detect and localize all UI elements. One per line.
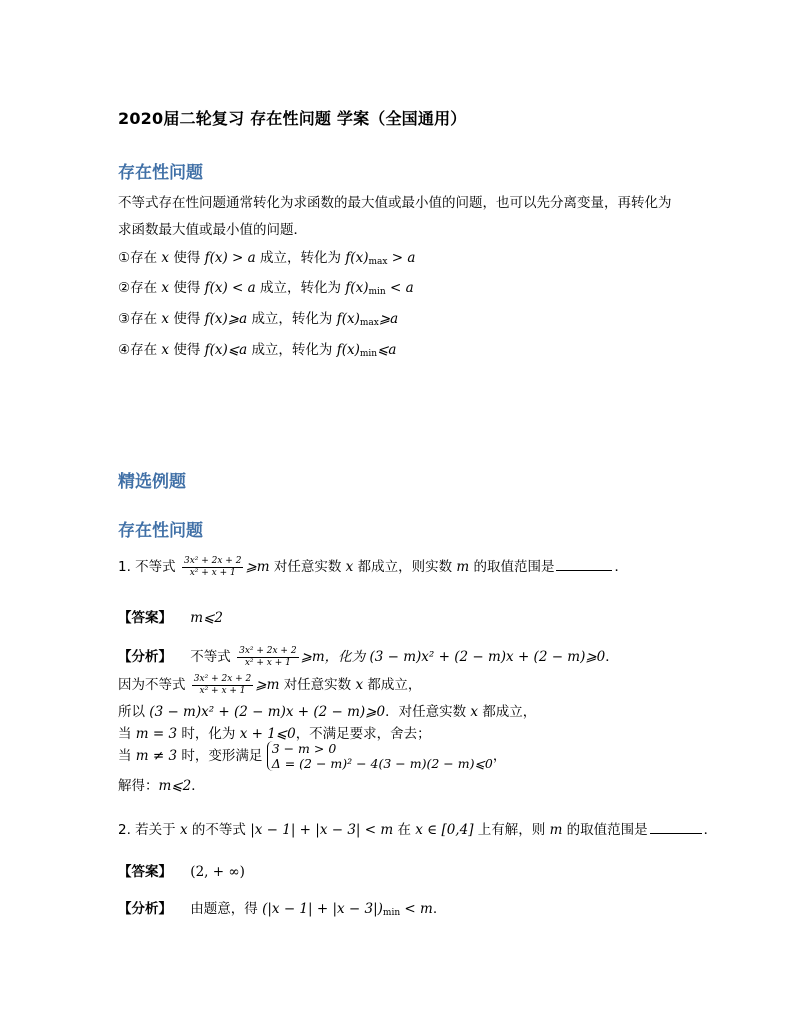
q1-analysis-line-1: 【分析】 不等式 $\frac{\text{3x² + 2x + 2}}{\text{x² + x + 1}}$ ⩾m，化为 (3 − m)x² + (2 − m)x + (2 − m)⩾0． <box>118 645 619 668</box>
intro-line-1: 不等式存在性问题通常转化为求函数的最大值或最小值的问题，也可以先分离变量，再转化为 <box>118 195 672 211</box>
rule-item-3: ③存在 x 使得 f(x)⩾a 成立，转化为 $f(x)_{max}⩾a$ <box>118 311 399 328</box>
document-title: 2020届二轮复习 存在性问题 学案（全国通用） <box>118 109 467 128</box>
section-heading-examples: 精选例题 <box>118 472 186 492</box>
q1-answer <box>118 606 223 626</box>
item-number: ① <box>118 250 131 266</box>
fraction: $\frac{\text{3x² + 2x + 2}}{\text{x² + x + 1}}$ <box>183 555 242 578</box>
fraction: $\frac{\text{3x² + 2x + 2}}{\text{x² + x + 1}}$ <box>193 673 252 696</box>
subsection-heading-existence: 存在性问题 <box>118 521 203 541</box>
q2-answer <box>118 860 245 880</box>
fraction: $\frac{\text{3x² + 2x + 2}}{\text{x² + x + 1}}$ <box>239 645 297 668</box>
q1-analysis-line-6: 解得：m⩽2． <box>118 778 205 794</box>
question-1: 1. 不等式 $\frac{\text{3x² + 2x + 2}}{\text{x² + x + 1}}$ ⩾m 对任意实数 x 都成立，则实数 m 的取值范围是 ． <box>118 555 628 578</box>
q1-analysis-line-5: 当 m ≠ 3 时，变形满足 3 − m > 0 Δ = (2 − m)² − 4(3 − m)(2 − m)⩽0 ， <box>118 741 507 771</box>
answer-value: (2, + ∞) <box>190 864 245 880</box>
analysis-tag: 【分析】 <box>118 901 172 917</box>
section-heading-existence: 存在性问题 <box>118 163 203 183</box>
intro-line-2: 求函数最大值或最小值的问题． <box>118 222 307 238</box>
answer-blank <box>650 833 702 834</box>
rule-item-1: ①存在 x 使得 f(x) > a 成立，转化为 $f(x)_{max} > a$ <box>118 250 416 267</box>
rule-item-4: ④存在 x 使得 f(x)⩽a 成立，转化为 $f(x)_{min}⩽a$ <box>118 342 397 359</box>
q1-analysis-line-2: 因为不等式 $\frac{\text{3x² + 2x + 2}}{\text{x² + x + 1}}$ ⩾m 对任意实数 x 都成立， <box>118 673 422 696</box>
q1-analysis-line-3: 所以 (3 − m)x² + (2 − m)x + (2 − m)⩾0．对任意实数 x 都成立， <box>118 704 537 720</box>
question-2: 2. 若关于 x 的不等式 |x − 1| + |x − 3| < m 在 x ∈ [0,4] 上有解，则 m 的取值范围是 ． <box>118 822 718 838</box>
analysis-tag: 【分析】 <box>118 649 172 665</box>
answer-blank <box>556 570 612 571</box>
equation-system: 3 − m > 0 Δ = (2 − m)² − 4(3 − m)(2 − m)⩽0 <box>267 741 493 771</box>
q2-analysis-line-1: 【分析】 由题意，得 $(|x - 1| + |x - 3|)_{min} < m$. <box>118 901 438 918</box>
answer-value: m⩽2 <box>190 610 223 626</box>
answer-tag: 【答案】 <box>118 610 172 626</box>
answer-tag: 【答案】 <box>118 864 172 880</box>
rule-item-2: ②存在 x 使得 f(x) < a 成立，转化为 $f(x)_{min} < a$ <box>118 280 414 297</box>
q1-analysis-line-4: 当 m = 3 时，化为 x + 1⩽0，不满足要求，舍去； <box>118 726 431 742</box>
